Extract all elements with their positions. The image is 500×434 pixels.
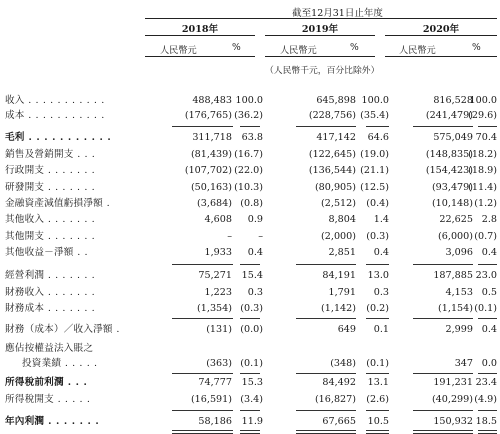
table-row bbox=[0, 130, 500, 146]
cell-amount-2018: (50,163) bbox=[190, 182, 232, 193]
cell-amount-2019: (2,512) bbox=[321, 198, 356, 209]
cell-pct-2019: 1.4 bbox=[373, 214, 389, 225]
cell-pct-2020: 23.0 bbox=[475, 270, 497, 281]
unit-underline bbox=[385, 56, 497, 57]
leader-dots: . bbox=[112, 324, 121, 335]
table-row bbox=[0, 229, 500, 245]
cell-amount-2019: 84,492 bbox=[322, 377, 356, 388]
row-label-text: 財務成本 bbox=[5, 303, 45, 314]
leader-dots: . . bbox=[73, 247, 89, 258]
subtotal-rule bbox=[240, 126, 260, 127]
cell-pct-2019: 0.4 bbox=[373, 247, 389, 258]
cell-pct-2020: 2.8 bbox=[481, 214, 497, 225]
subtotal-rule bbox=[413, 264, 473, 265]
cell-amount-2019: 1,791 bbox=[328, 287, 356, 298]
cell-pct-2018: (0.1) bbox=[240, 358, 263, 369]
cell-pct-2018: (0.3) bbox=[240, 303, 263, 314]
leader-dots: . . . . . bbox=[61, 358, 98, 369]
leader-dots: . . . bbox=[63, 377, 88, 388]
table-row bbox=[0, 392, 500, 408]
cell-pct-2020: (1.2) bbox=[474, 198, 497, 209]
cell-pct-2019: 13.0 bbox=[367, 270, 389, 281]
cell-pct-2020: 23.4 bbox=[475, 377, 497, 388]
cell-amount-2018: (176,765) bbox=[184, 110, 232, 121]
cell-pct-2020: 0.4 bbox=[481, 247, 497, 258]
subtotal-rule bbox=[296, 373, 356, 374]
cell-pct-2019: 10.5 bbox=[367, 416, 389, 427]
cell-amount-2020: (6,000) bbox=[438, 231, 473, 242]
row-label bbox=[5, 212, 95, 228]
row-label bbox=[5, 147, 95, 163]
table-row bbox=[0, 414, 500, 430]
year-underline bbox=[145, 35, 255, 36]
cell-pct-2020: (4.9) bbox=[474, 394, 497, 405]
unit-amount-header: 人民幣元 bbox=[280, 45, 317, 56]
cell-amount-2020: 347 bbox=[454, 358, 473, 369]
row-label-text: 投資業績 bbox=[22, 358, 62, 369]
cell-pct-2020: (11.4) bbox=[468, 182, 497, 193]
year-underline bbox=[265, 35, 375, 36]
cell-pct-2018: 0.3 bbox=[247, 287, 263, 298]
table-row bbox=[0, 356, 500, 372]
subtotal-rule bbox=[413, 318, 473, 319]
cell-amount-2019: (228,756) bbox=[308, 110, 356, 121]
cell-amount-2018: 1,933 bbox=[204, 247, 232, 258]
cell-pct-2019: (0.4) bbox=[366, 198, 389, 209]
cell-amount-2019: (2,000) bbox=[321, 231, 356, 242]
cell-amount-2019: 84,191 bbox=[322, 270, 356, 281]
cell-amount-2020: (40,299) bbox=[431, 394, 473, 405]
cell-amount-2018: (1,354) bbox=[197, 303, 232, 314]
row-label bbox=[5, 301, 95, 317]
row-label-text: 金融資產減值虧損淨額 bbox=[5, 198, 103, 209]
cell-pct-2019: 13.1 bbox=[367, 377, 389, 388]
cell-amount-2019: 649 bbox=[337, 324, 356, 335]
cell-pct-2020: (29.6) bbox=[468, 110, 497, 121]
cell-pct-2018: 15.3 bbox=[241, 377, 263, 388]
row-label-text: 所得稅開支 bbox=[5, 394, 54, 405]
cell-pct-2019: (2.6) bbox=[366, 394, 389, 405]
subtotal-rule bbox=[172, 373, 233, 374]
cell-amount-2020: 816,528 bbox=[433, 95, 473, 106]
unit-amount-header: 人民幣元 bbox=[399, 45, 436, 56]
row-label-text: 成本 bbox=[5, 110, 25, 121]
cell-pct-2019: 0.3 bbox=[373, 287, 389, 298]
cell-pct-2019: 64.6 bbox=[367, 132, 389, 143]
cell-amount-2019: (136,544) bbox=[308, 165, 356, 176]
subtotal-rule bbox=[413, 373, 473, 374]
unit-underline bbox=[265, 56, 375, 57]
subtotal-rule bbox=[240, 264, 260, 265]
cell-amount-2020: 191,231 bbox=[433, 377, 473, 388]
cell-amount-2019: 2,851 bbox=[328, 247, 356, 258]
double-rule bbox=[172, 430, 233, 434]
unit-pct-header: % bbox=[472, 42, 481, 53]
table-row bbox=[0, 196, 500, 212]
cell-pct-2020: (0.1) bbox=[474, 303, 497, 314]
row-label bbox=[5, 322, 120, 338]
cell-pct-2020: (0.7) bbox=[474, 231, 497, 242]
leader-dots: . . . . . bbox=[53, 394, 91, 405]
row-label bbox=[5, 180, 95, 196]
leader-dots: . bbox=[102, 198, 111, 209]
row-label-text: 應佔按權益法入賬之 bbox=[5, 343, 94, 354]
cell-amount-2019: 67,665 bbox=[322, 416, 356, 427]
row-label-text: 財務收入 bbox=[5, 287, 45, 298]
row-label bbox=[5, 392, 90, 408]
cell-amount-2020: (241,479) bbox=[425, 110, 473, 121]
table-row bbox=[0, 301, 500, 317]
leader-dots: . . . . . . . bbox=[44, 231, 96, 242]
cell-amount-2020: 187,885 bbox=[433, 270, 473, 281]
row-label-text: 收入 bbox=[5, 95, 25, 106]
subtotal-rule bbox=[366, 318, 389, 319]
leader-dots: . . . bbox=[73, 149, 96, 160]
cell-pct-2020: 0.4 bbox=[481, 324, 497, 335]
cell-amount-2019: (348) bbox=[330, 358, 356, 369]
row-label-text: 年內利潤 bbox=[5, 416, 45, 427]
cell-pct-2018: (16.7) bbox=[234, 149, 263, 160]
cell-amount-2018: 75,271 bbox=[198, 270, 232, 281]
cell-pct-2020: 100.0 bbox=[469, 95, 497, 106]
table-row bbox=[0, 322, 500, 338]
leader-dots: . . . . . . . bbox=[44, 270, 96, 281]
cell-pct-2019: (0.1) bbox=[366, 358, 389, 369]
double-rule bbox=[413, 430, 473, 434]
row-label bbox=[5, 130, 111, 146]
cell-amount-2018: – bbox=[227, 231, 232, 242]
cell-amount-2018: (16,591) bbox=[190, 394, 232, 405]
cell-pct-2018: 11.9 bbox=[241, 416, 263, 427]
cell-amount-2018: (363) bbox=[206, 358, 232, 369]
row-label bbox=[5, 375, 87, 391]
subtotal-rule bbox=[172, 318, 233, 319]
leader-dots: . . . . . . . . . . . bbox=[24, 95, 105, 106]
row-label bbox=[5, 245, 88, 261]
cell-amount-2018: (81,439) bbox=[190, 149, 232, 160]
cell-pct-2019: 0.1 bbox=[373, 324, 389, 335]
cell-amount-2020: 2,999 bbox=[445, 324, 473, 335]
table-row bbox=[0, 93, 500, 109]
table-row bbox=[0, 212, 500, 228]
row-label bbox=[5, 268, 95, 284]
row-label bbox=[5, 93, 105, 109]
cell-amount-2020: (93,479) bbox=[431, 182, 473, 193]
cell-amount-2020: (10,148) bbox=[431, 198, 473, 209]
table-row bbox=[0, 268, 500, 284]
cell-pct-2018: – bbox=[258, 231, 263, 242]
cell-pct-2020: 0.0 bbox=[481, 358, 497, 369]
subtotal-rule bbox=[172, 410, 233, 411]
subtotal-rule bbox=[296, 126, 356, 127]
row-label-text: 經營利潤 bbox=[5, 270, 45, 281]
unit-note: （人民幣千元，百分比除外） bbox=[265, 66, 380, 76]
subtotal-rule bbox=[172, 126, 233, 127]
cell-pct-2019: (35.4) bbox=[360, 110, 389, 121]
row-label-text: 毛利 bbox=[5, 132, 25, 143]
period-header: 截至12月31日止年度 bbox=[292, 8, 383, 19]
leader-dots: . . . . . . . . . . . bbox=[24, 110, 105, 121]
cell-pct-2018: (3.4) bbox=[240, 394, 263, 405]
subtotal-rule bbox=[413, 410, 473, 411]
subtotal-rule bbox=[296, 264, 356, 265]
cell-amount-2018: (3,684) bbox=[197, 198, 232, 209]
cell-amount-2020: 575,049 bbox=[433, 132, 473, 143]
cell-amount-2020: 3,096 bbox=[445, 247, 473, 258]
table-row bbox=[0, 341, 500, 357]
cell-pct-2020: 18.5 bbox=[475, 416, 497, 427]
cell-amount-2019: (122,645) bbox=[308, 149, 356, 160]
cell-amount-2019: 417,142 bbox=[316, 132, 356, 143]
unit-underline bbox=[145, 56, 255, 57]
leader-dots: . . . . . . . bbox=[44, 165, 96, 176]
double-rule bbox=[240, 430, 260, 434]
cell-pct-2020: 0.5 bbox=[481, 287, 497, 298]
row-label bbox=[5, 196, 110, 212]
row-label bbox=[5, 285, 95, 301]
cell-pct-2019: (0.2) bbox=[366, 303, 389, 314]
cell-pct-2018: 0.4 bbox=[247, 247, 263, 258]
cell-amount-2020: 22,625 bbox=[439, 214, 473, 225]
cell-amount-2019: 645,898 bbox=[316, 95, 356, 106]
double-rule bbox=[478, 430, 497, 434]
year-underline bbox=[385, 35, 497, 36]
year-header-2019: 2019年 bbox=[301, 24, 339, 35]
subtotal-rule bbox=[478, 126, 497, 127]
subtotal-rule bbox=[366, 126, 389, 127]
subtotal-rule bbox=[366, 264, 389, 265]
leader-dots: . . . . . . . . . . . bbox=[24, 132, 112, 143]
cell-pct-2020: 70.4 bbox=[475, 132, 497, 143]
table-row bbox=[0, 245, 500, 261]
subtotal-rule bbox=[478, 373, 497, 374]
cell-pct-2019: (12.5) bbox=[360, 182, 389, 193]
row-label-text: 其他開支 bbox=[5, 231, 45, 242]
cell-amount-2020: (1,154) bbox=[438, 303, 473, 314]
year-header-2018: 2018年 bbox=[181, 24, 219, 35]
cell-amount-2018: 488,483 bbox=[192, 95, 232, 106]
cell-pct-2018: 0.9 bbox=[247, 214, 263, 225]
cell-pct-2018: (0.8) bbox=[240, 198, 263, 209]
cell-amount-2020: (154,423) bbox=[425, 165, 473, 176]
double-rule bbox=[296, 430, 356, 434]
cell-pct-2018: 15.4 bbox=[241, 270, 263, 281]
cell-pct-2018: (36.2) bbox=[234, 110, 263, 121]
unit-amount-header: 人民幣元 bbox=[160, 45, 197, 56]
cell-amount-2018: 74,777 bbox=[198, 377, 232, 388]
row-label-text: 所得稅前利潤 bbox=[5, 377, 64, 388]
subtotal-rule bbox=[366, 410, 389, 411]
table-row bbox=[0, 163, 500, 179]
row-label bbox=[5, 108, 105, 124]
cell-amount-2018: (107,702) bbox=[184, 165, 232, 176]
double-rule bbox=[366, 430, 389, 434]
subtotal-rule bbox=[240, 410, 260, 411]
row-label bbox=[22, 356, 98, 372]
cell-pct-2018: (10.3) bbox=[234, 182, 263, 193]
unit-pct-header: % bbox=[350, 42, 359, 53]
cell-amount-2019: (1,142) bbox=[321, 303, 356, 314]
row-label bbox=[5, 163, 95, 179]
row-label-text: 其他收入 bbox=[5, 214, 45, 225]
row-label-text: 行政開支 bbox=[5, 165, 45, 176]
subtotal-rule bbox=[366, 373, 389, 374]
cell-pct-2018: 100.0 bbox=[235, 95, 263, 106]
row-label bbox=[5, 229, 95, 245]
period-underline bbox=[145, 18, 497, 19]
subtotal-rule bbox=[296, 318, 356, 319]
subtotal-rule bbox=[478, 264, 497, 265]
cell-amount-2019: (80,905) bbox=[314, 182, 356, 193]
leader-dots: . . . . . . . bbox=[44, 214, 96, 225]
row-label bbox=[5, 341, 93, 357]
unit-pct-header: % bbox=[232, 42, 241, 53]
year-header-2020: 2020年 bbox=[422, 24, 460, 35]
table-row bbox=[0, 285, 500, 301]
cell-pct-2019: (21.1) bbox=[360, 165, 389, 176]
cell-pct-2019: (0.3) bbox=[366, 231, 389, 242]
subtotal-rule bbox=[296, 410, 356, 411]
cell-amount-2020: 150,932 bbox=[433, 416, 473, 427]
cell-amount-2018: 58,186 bbox=[198, 416, 232, 427]
subtotal-rule bbox=[172, 264, 233, 265]
cell-pct-2019: 100.0 bbox=[361, 95, 389, 106]
cell-pct-2019: (19.0) bbox=[360, 149, 389, 160]
cell-amount-2018: 1,223 bbox=[204, 287, 232, 298]
leader-dots: . . . . . . . bbox=[44, 416, 100, 427]
leader-dots: . . . . . . . bbox=[44, 303, 96, 314]
cell-pct-2018: 63.8 bbox=[241, 132, 263, 143]
subtotal-rule bbox=[478, 318, 497, 319]
cell-pct-2020: (18.9) bbox=[468, 165, 497, 176]
cell-amount-2019: (16,827) bbox=[314, 394, 356, 405]
cell-amount-2020: 4,153 bbox=[445, 287, 473, 298]
row-label-text: 財務（成本）／收入淨額 bbox=[5, 324, 113, 335]
cell-pct-2018: (22.0) bbox=[234, 165, 263, 176]
table-row bbox=[0, 108, 500, 124]
table-row bbox=[0, 375, 500, 391]
subtotal-rule bbox=[240, 318, 260, 319]
subtotal-rule bbox=[240, 373, 260, 374]
row-label-text: 研發開支 bbox=[5, 182, 45, 193]
subtotal-rule bbox=[413, 126, 473, 127]
row-label bbox=[5, 414, 99, 430]
leader-dots: . . . . . . . bbox=[44, 182, 96, 193]
leader-dots: . . . . . . . bbox=[44, 287, 96, 298]
cell-amount-2018: 311,718 bbox=[192, 132, 232, 143]
cell-amount-2020: (148,835) bbox=[425, 149, 473, 160]
row-label-text: 其他收益－淨額 bbox=[5, 247, 74, 258]
cell-pct-2018: (0.0) bbox=[240, 324, 263, 335]
subtotal-rule bbox=[478, 410, 497, 411]
table-row bbox=[0, 180, 500, 196]
cell-amount-2018: 4,608 bbox=[204, 214, 232, 225]
cell-amount-2019: 8,804 bbox=[328, 214, 356, 225]
cell-pct-2020: (18.2) bbox=[468, 149, 497, 160]
row-label-text: 銷售及營銷開支 bbox=[5, 149, 74, 160]
table-row bbox=[0, 147, 500, 163]
cell-amount-2018: (131) bbox=[206, 324, 232, 335]
